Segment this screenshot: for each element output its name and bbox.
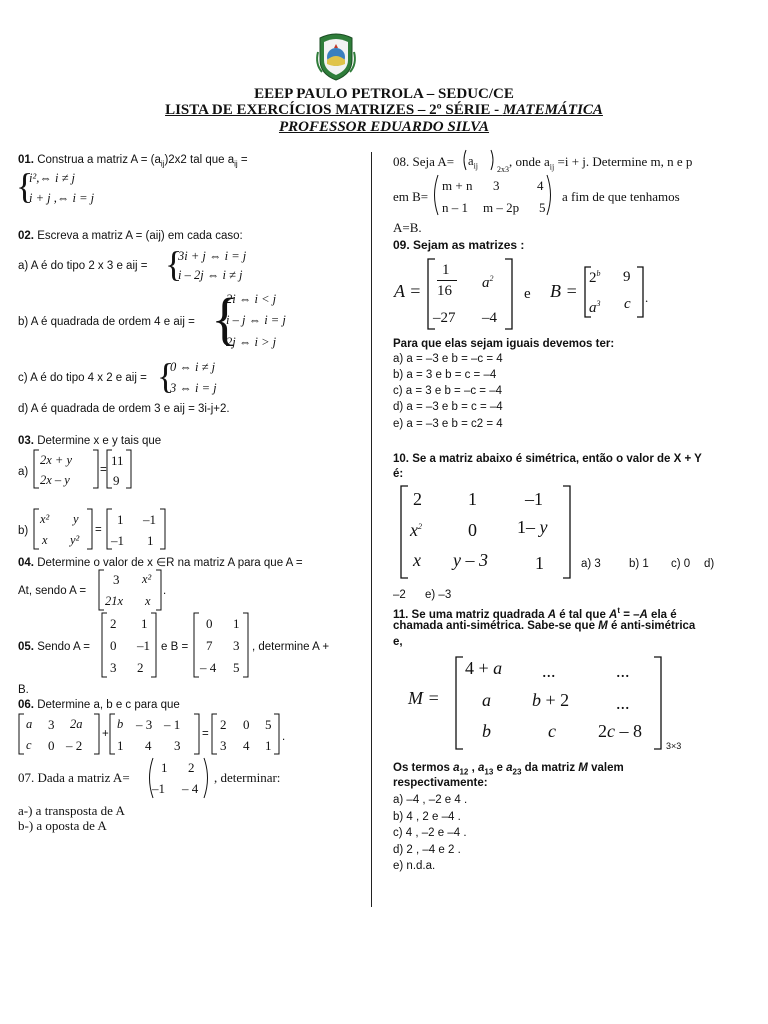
q07-end: , determinar: (214, 770, 281, 785)
q11-m22: b + 2 (532, 690, 570, 710)
list-title (0, 102, 768, 119)
q06-equals: = (202, 728, 209, 740)
q06-plus: + (102, 728, 109, 740)
q03-b-left-21: x (42, 533, 48, 547)
q10-m31: x (413, 550, 421, 570)
q03-a-left-1: 2x + y (40, 453, 73, 467)
q04-stem2: At, sendo A = (18, 585, 87, 597)
q08-A-size: 2x3 (497, 165, 509, 174)
q02-b: b) A é quadrada de ordem 4 e aij = (18, 316, 195, 328)
q06-stem: 06. Determine a, b e c para que (18, 699, 180, 711)
q09-A-11-num: 1 (442, 262, 450, 278)
q09-and: e (524, 286, 531, 302)
q05-end2: B. (18, 684, 29, 696)
q04-m11: 3 (113, 572, 120, 587)
q11-option-a[interactable]: a) –4 , –2 e 4 . (393, 794, 468, 806)
q03-b-equals: = (95, 524, 102, 536)
q09-A-label: A = (394, 281, 422, 301)
q08-B-22: m – 2p (483, 200, 520, 215)
q11-m11: 4 + a (465, 658, 503, 678)
q05-B-31: – 4 (200, 660, 217, 675)
q05-B-12: 1 (233, 616, 240, 631)
q11-m33: 2c – 8 (598, 721, 642, 741)
q11-stem3: e, (393, 636, 403, 648)
q07-stem: 07. Dada a matriz A= (18, 770, 130, 785)
q11-option-d[interactable]: d) 2 , –4 e 2 . (393, 844, 461, 856)
q02-stem: 02. Escreva a matriz A = (aij) em cada caso: (18, 230, 243, 242)
q06-m2-22: 4 (145, 738, 152, 753)
q09-period: . (645, 290, 649, 305)
q01-case1: i²,⇔ i ≠ j (29, 171, 76, 185)
q04-stem: 04. Determine o valor de x ∈R na matriz A para que A = (18, 557, 303, 569)
q10-m33: 1 (535, 553, 544, 573)
q01-stem: 01. Construa a matriz $A = (a_{ij})2x2$ tal que $a_{ij}$ = (18, 154, 248, 169)
q07-m22: – 4 (182, 781, 199, 796)
q03-a-right-2: 9 (113, 473, 120, 488)
q02-b-brace: { (211, 286, 239, 351)
q02-a-brace: { (165, 244, 183, 284)
q02-a: a) A é do tipo 2 x 3 e aij = (18, 260, 148, 272)
q11-m13: ... (616, 661, 630, 681)
q10-option-e[interactable]: e) –3 (425, 589, 452, 601)
q03-a-left-2: 2x – y (40, 473, 70, 487)
q06-m2-12: – 3 (136, 717, 153, 732)
column-divider (371, 152, 372, 907)
q08-B-13: 4 (537, 178, 544, 193)
q08-stem-mid: , onde $a_{ij} =i + j$. Determine m, n e p (509, 154, 693, 172)
q06-m2-11: b (117, 717, 124, 731)
q04-m22: x (145, 594, 151, 608)
q09-prompt: Para que elas sejam iguais devemos ter: (393, 338, 615, 350)
state-crest-logo (316, 30, 356, 82)
q11-m12: ... (542, 661, 556, 681)
q02-b-case1: 2i ⇔ i < j (226, 292, 277, 306)
q10-stem2: é: (393, 468, 404, 480)
q10-m32: y – 3 (453, 550, 488, 570)
q03-b-label: b) (18, 525, 29, 537)
q05-B-32: 5 (233, 660, 240, 675)
q02-c: c) A é do tipo 4 x 2 e aij = (18, 372, 147, 384)
q11-option-e[interactable]: e) n.d.a. (393, 860, 436, 872)
q03-a-equals: = (100, 464, 107, 476)
q05-A-11: 2 (110, 616, 117, 631)
q05-A-31: 3 (110, 660, 117, 675)
q08-B-11: m + n (442, 178, 473, 193)
list-title-main: LISTA DE EXERCÍCIOS MATRIZES – 2º SÉRIE - (165, 102, 503, 118)
q03-b-right-21: –1 (111, 533, 124, 548)
q10-m13: –1 (525, 489, 543, 509)
q08-B-end: a fim de que tenhamos (562, 189, 680, 204)
q05-A-21: 0 (110, 638, 117, 653)
q07-item-b: b-) a oposta de A (18, 818, 107, 833)
q11-option-c[interactable]: c) 4 , –2 e –4 . (393, 827, 467, 839)
q06-m2-23: 3 (174, 738, 181, 753)
q03-b-right-12: –1 (143, 512, 156, 527)
q08-last: A=B. (393, 220, 422, 235)
q10-stem: 10. Se a matriz abaixo é simétrica, então o valor de X + Y (393, 453, 702, 465)
q09-option-d[interactable]: d) a = –3 e b = c = –4 (393, 401, 503, 413)
q06-m1-12: 3 (48, 717, 55, 732)
q08-A-elem: $a_{ij}$ (468, 154, 479, 171)
q04-period: . (163, 585, 167, 597)
q09-option-b[interactable]: b) a = 3 e b = c = –4 (393, 369, 497, 381)
q11-matrix-size: 3×3 (666, 741, 682, 751)
q05-A-12: 1 (141, 616, 148, 631)
q11-prompt2: respectivamente: (393, 777, 488, 789)
q03-a-right-1: 11 (111, 453, 124, 468)
q01-case2: i + j ,⇔ i = j (29, 191, 95, 205)
q09-B-11: 2$^b$ (589, 269, 601, 286)
q09-B-21: $a^3$ (589, 299, 601, 316)
q09-B-22: c (624, 296, 631, 312)
q02-c-case2: 3 ⇔ i = j (170, 381, 217, 395)
q09-A-11-den: 16 (437, 283, 452, 299)
q05-end: , determine A + (252, 641, 330, 653)
q10-option-c[interactable]: c) 0 (671, 558, 691, 570)
q09-A-21: –27 (433, 310, 456, 326)
q08-B-12: 3 (493, 178, 500, 193)
q02-a-case2: i – 2j ⇔ i ≠ j (178, 268, 243, 282)
q11-m32: c (548, 721, 556, 741)
q07-m12: 2 (188, 760, 195, 775)
q02-a-case1: 3i + j ⇔ i = j (178, 249, 247, 263)
q03-stem: 03. Determine x e y tais que (18, 435, 162, 447)
professor-name: PROFESSOR EDUARDO SILVA (278, 119, 490, 135)
q10-option-d-label[interactable]: d) (704, 558, 715, 570)
q09-A-22: –4 (482, 310, 497, 326)
q08-B-23: 5 (539, 200, 546, 215)
list-title-subject: MATEMÁTICA (502, 102, 603, 118)
q05-mid: e B = (161, 641, 189, 653)
q02-c-case1: 0 ⇔ i ≠ j (170, 360, 216, 374)
q11-stem: 11. Se uma matriz quadrada A é tal que $A^t = -A$ ela é (393, 606, 677, 621)
q10-option-a[interactable]: a) 3 (581, 558, 601, 570)
q02-b-case3: 2j ⇔ i > j (226, 335, 277, 349)
q11-m23: ... (616, 693, 630, 713)
q03-b-left-12: y (73, 512, 79, 526)
q06-m1-22: 0 (48, 738, 55, 753)
q06-m1-23: – 2 (66, 738, 83, 753)
q10-m12: 1 (468, 489, 477, 509)
q06-m2-13: – 1 (164, 717, 181, 732)
q03-b-left-22: y² (70, 533, 80, 547)
q10-option-d-value[interactable]: –2 (393, 589, 406, 601)
school-name: EEEP PAULO PETROLA – SEDUC/CE (254, 86, 514, 102)
q08-B-21: n – 1 (442, 200, 468, 215)
q05-B-22: 3 (233, 638, 240, 653)
q04-m21: 21x (105, 594, 124, 608)
q06-m3-11: 2 (220, 717, 227, 732)
q02-b-case2: i – j ⇔ i = j (226, 313, 286, 327)
q07-m21: –1 (152, 781, 165, 796)
q05-B-11: 0 (206, 616, 213, 631)
q05-A-22: –1 (137, 638, 150, 653)
q10-m21: $x^2$ (410, 520, 422, 540)
q05-A-32: 2 (137, 660, 144, 675)
q03-b-right-11: 1 (117, 512, 124, 527)
q06-m3-13: 5 (265, 717, 272, 732)
q11-option-b[interactable]: b) 4 , 2 e –4 . (393, 811, 461, 823)
q09-option-c[interactable]: c) a = 3 e b = –c = –4 (393, 385, 503, 397)
q05-B-21: 7 (206, 638, 213, 653)
q02-d: d) A é quadrada de ordem 3 e aij = 3i-j+2. (18, 403, 230, 415)
q06-m3-23: 1 (265, 738, 272, 753)
q09-A-12: $a^2$ (482, 274, 494, 291)
q08-B-label: em B= (393, 189, 429, 204)
q01-brace: { (16, 166, 34, 206)
q06-m3-12: 0 (243, 717, 250, 732)
q11-m31: b (482, 721, 491, 741)
q10-m22: 0 (468, 520, 477, 540)
q03-b-right-22: 1 (147, 533, 154, 548)
q09-option-a[interactable]: a) a = –3 e b = –c = 4 (393, 353, 503, 365)
q04-m12: x² (142, 572, 152, 586)
q11-prompt: Os termos $a_{12}$ , $a_{13}$ e $a_{23}$ da matriz M valem (393, 762, 624, 777)
q08-stem: 08. Seja A= (393, 154, 455, 169)
q11-stem2: chamada anti-simétrica. Sabe-se que M é anti-simétrica (393, 620, 696, 632)
q11-M-label: M = (408, 688, 440, 708)
q07-item-a: a-) a transposta de A (18, 803, 125, 818)
q06-m3-21: 3 (220, 738, 227, 753)
q11-m21: a (482, 690, 491, 710)
q02-c-brace: { (157, 356, 175, 396)
q06-brackets (18, 713, 298, 755)
q10-option-b[interactable]: b) 1 (629, 558, 649, 570)
q09-stem: 09. Sejam as matrizes : (393, 238, 525, 252)
q03-b-left-11: x² (40, 512, 50, 526)
q10-m23: 1– y (517, 517, 548, 537)
q06-m1-21: c (26, 738, 32, 752)
q10-m11: 2 (413, 489, 422, 509)
q03-a-label: a) (18, 466, 29, 478)
q09-B-label: B = (550, 281, 578, 301)
q06-period: . (282, 731, 286, 743)
q07-m11: 1 (161, 760, 168, 775)
q09-A-11-fraction-bar (437, 280, 457, 281)
q06-m2-21: 1 (117, 738, 124, 753)
q06-m1-11: a (26, 717, 33, 731)
q05-stem: 05. Sendo A = (18, 641, 90, 653)
q06-m3-22: 4 (243, 738, 250, 753)
q09-B-12: 9 (623, 269, 631, 285)
q06-m1-13: 2a (70, 717, 83, 731)
q09-option-e[interactable]: e) a = –3 e b = c2 = 4 (393, 418, 503, 430)
